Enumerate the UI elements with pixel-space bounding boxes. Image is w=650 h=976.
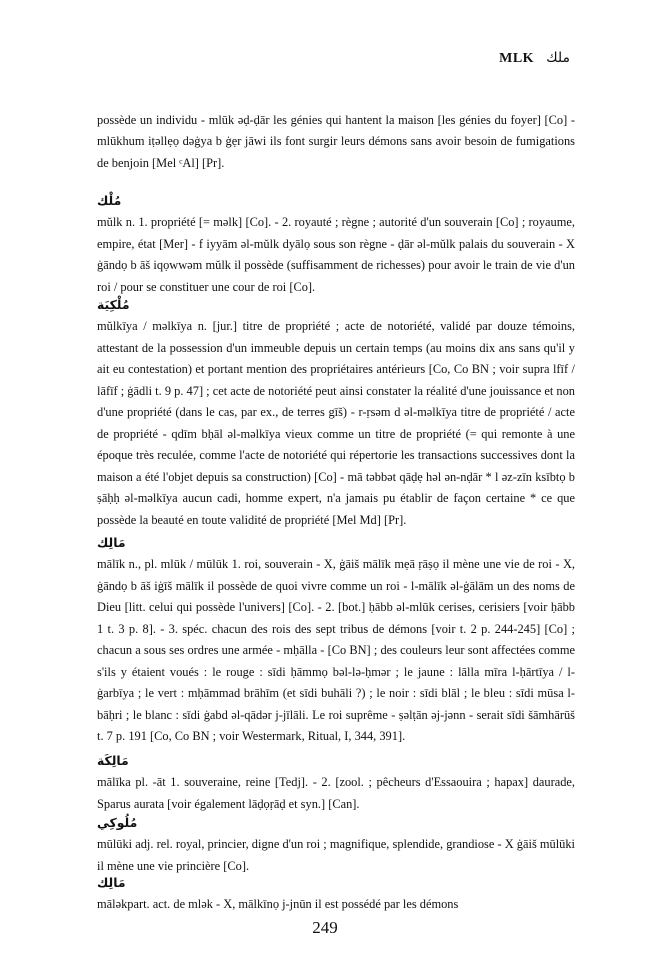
entry-text: māləkpart. act. de mlək - X, mālkīnọ j-jnūn il est possédé par les démons bbox=[97, 897, 459, 911]
header-title: MLK bbox=[499, 51, 535, 66]
entry-text: mūlūki adj. rel. royal, princier, digne d'un roi ; magnifique, splendide, grandiose - X ġāiš mūlūki il mène une vie princière [Co]. bbox=[97, 837, 575, 873]
header-arabic: ملك bbox=[546, 50, 570, 66]
entry-arabic-headword: مُلُوكِي bbox=[97, 814, 138, 830]
entry-malek bbox=[97, 850, 575, 916]
entry-malik bbox=[97, 510, 575, 748]
entry-arabic-headword: مُلْكِيَة bbox=[97, 296, 130, 312]
entry-arabic-headword: مُلْك bbox=[97, 192, 122, 208]
entry-arabic-headword: مَالِك bbox=[97, 874, 126, 890]
entry-mulkiya bbox=[97, 272, 575, 531]
entry-text: mŭlkīya / məlkīya n. [jur.] titre de propriété ; acte de notoriété, validé par douze témoins, attestant de la possession d'un immeuble depuis un certain temps (au moins dix ans sans qu'il y ait eu contestation) et portant mention des propriétaires antérieurs [Co, Co BN ; voir supra lfīf / lāfīf ; ġādli t. 9 p. 47] ; cet acte de notoriété peut ainsi constater la réalité d'une jouissance et non d'une propriété (dans le cas, par ex., de terres gīš) - r-ṛsəm d əl-məlkīya titre de propriété / acte de propriété - qdīm bḥāl əl-məlkīya vieux comme un titre de propriété (= qui remonte à une époque très reculée, comme l'acte de notoriété qui répertorie les transactions successives dont la maison a été l'objet depuis sa construction) [Co] - mā təbbət qāḍẹ həl ən-nḍār * l əz-zīn ksībtọ b ṣāḥḥ əl-məlkīya aucun cadi, homme expert, n'a jamais pu établir de façon certaine * ce que possède la beauté en toute validité de propriété [Mel Md] [Pr]. bbox=[97, 319, 575, 527]
entry-text: mālīk n., pl. mlūk / mūlūk 1. roi, souverain - X, ġāiš mālīk mẹā ṛāṣọ il mène une vie de roi - X, ġāndọ b āš iġīš mālīk il possède de quoi vivre comme un roi - l-mālīk əl-ġālām un des noms de Dieu [litt. celui qui possède l'univers] [Co]. - 2. [bot.] ḥābb əl-mlūk cerises, cerisiers [voir ḥābb 1 t. 3 p. 8]. - 3. spéc. chacun des rois des sept tribus de démons [voir t. 2 p. 244-245] [Co] ; chacun a sous ses ordres une armée - mḥālla - [Co BN] ; des couleurs leur sont affectées comme s'ils y étaient voués : le rouge : sīdi ḥāmmọ bəl-lə-ḥmər ; le jaune : lālla mīra l-ḥārtīya / l-ġarbīya ; le vert : mḥāmmad brāhīm (et sīdi buhāli ?) ; le noir : sīdi blāl ; le bleu : sīdi mūsa l-bāḥri ; le blanc : sīdi ġabd əl-qādər j-jīlāli. Le roi suprême - ṣəlṭān əj-jənn - serait sīdi šāmhārūš t. 7 p. 191 [Co, Co BN ; voir Westermark, Ritual, I, 344, 391]. bbox=[97, 557, 575, 743]
entry-arabic-headword: مَالِك bbox=[97, 534, 126, 550]
entry-continuation bbox=[97, 88, 575, 174]
page-number: 249 bbox=[312, 918, 338, 937]
entry-text: mālīka pl. -āt 1. souveraine, reine [Tedj]. - 2. [zool. ; pêcheurs d'Essaouira ; hapax] daurade, Sparus aurata [voir également lāḍọṛāḍ et syn.] [Can]. bbox=[97, 775, 575, 811]
running-header bbox=[499, 50, 570, 67]
entry-text: possède un individu - mlūk əḍ-ḍār les génies qui hantent la maison [les génies du foyer] [Co] - mlūkhum iṭəllẹọ dəġya b ġẹr jāwi ils font surgir leurs démons sans avoir besoin de fumigations de benjoin [Mel ᶜAl] [Pr]. bbox=[97, 112, 575, 170]
entry-text: mŭlk n. 1. propriété [= məlk] [Co]. - 2. royauté ; règne ; autorité d'un souverain [Co] ; royaume, empire, état [Mer] - f iyyām əl-mŭlk dyālọ sous son règne - ḍār əl-mŭlk palais du souverain - X ġāndọ b āš iqọwwəm mŭlk il possède (suffisamment de richesses) pour avoir le train de vie d'un roi / pour se constituer une cour de roi [Co]. bbox=[97, 215, 575, 294]
entry-arabic-headword: مَالِكَة bbox=[97, 752, 129, 768]
